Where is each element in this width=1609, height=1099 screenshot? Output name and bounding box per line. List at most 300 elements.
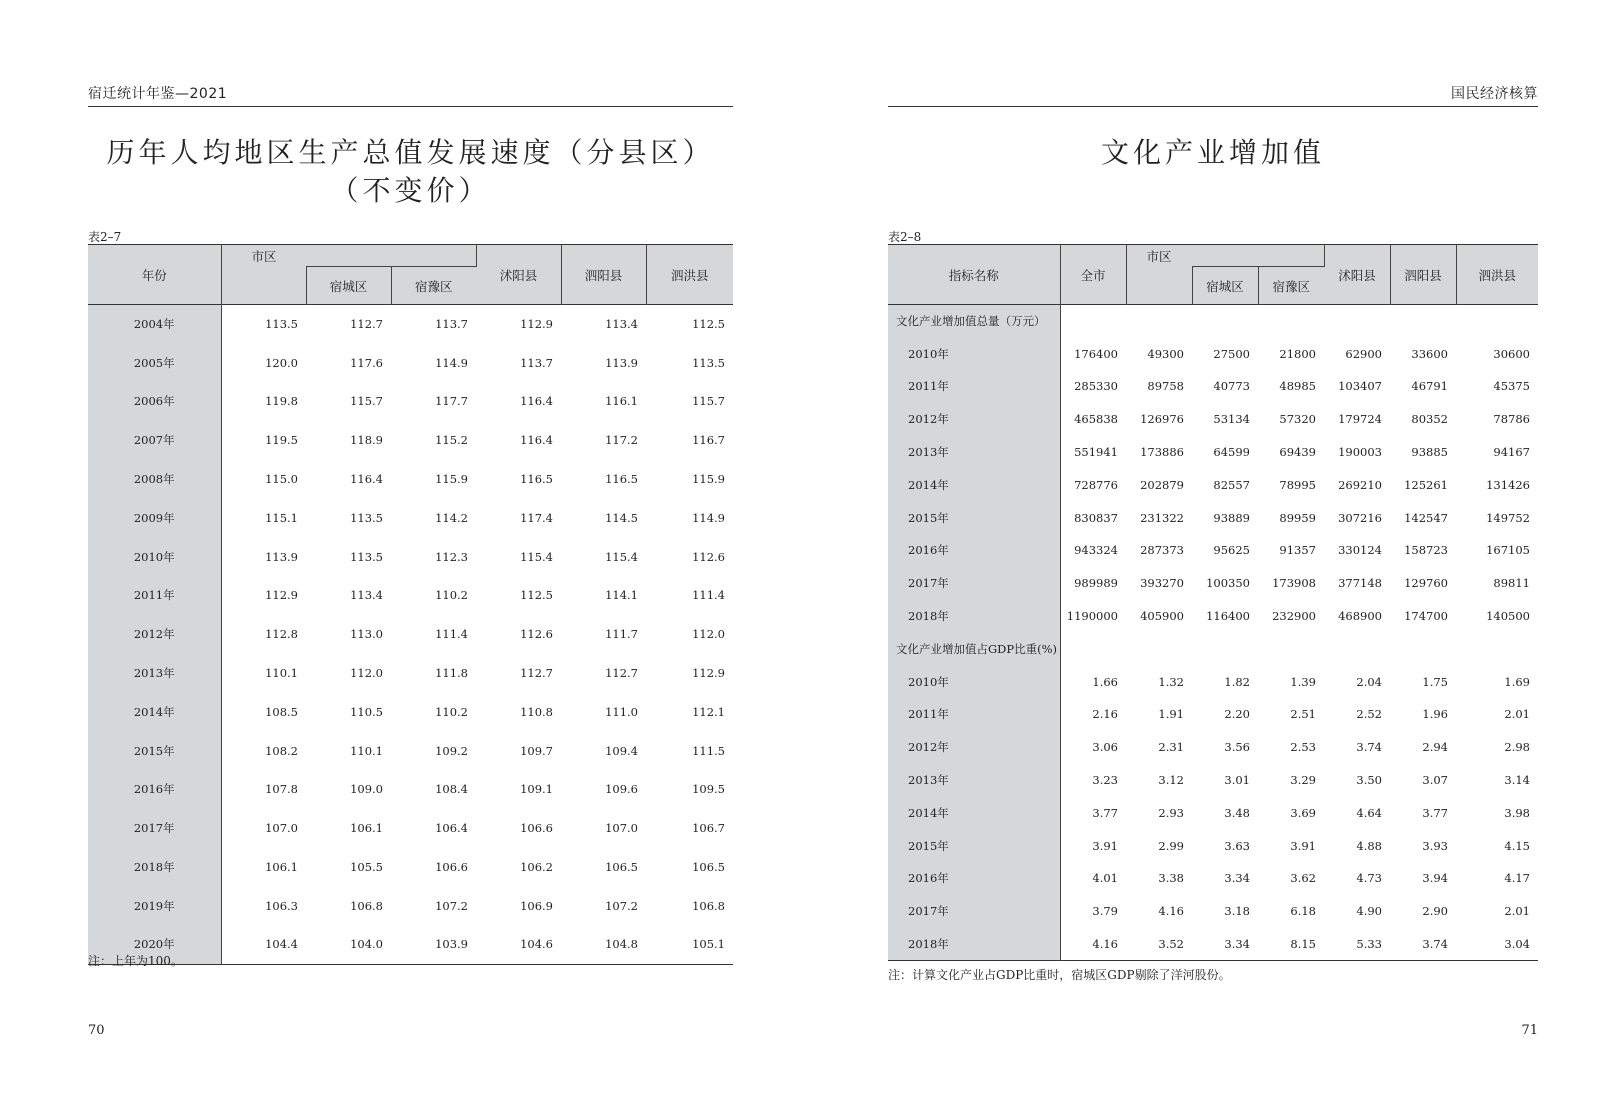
- header-county-1: 沭阳县: [1324, 245, 1390, 305]
- table-cell: 110.5: [350, 704, 383, 719]
- row-label: 2016年: [888, 534, 1060, 567]
- table-cell: 140500: [1486, 609, 1530, 624]
- table-cell: 113.5: [265, 317, 298, 332]
- table-note-left: 注：上年为100。: [88, 954, 183, 968]
- table-cell: 103407: [1338, 379, 1382, 394]
- table-cell: 2.16: [1092, 707, 1118, 722]
- table-cell: 142547: [1404, 510, 1448, 525]
- table-cell: 95625: [1213, 543, 1250, 558]
- table-row: [888, 403, 1538, 436]
- table-row: [888, 731, 1538, 764]
- row-label: 2017年: [88, 809, 221, 848]
- table-row: [888, 600, 1538, 633]
- table-per-capita-gdp-growth: [88, 244, 733, 965]
- section-title: 文化产业增加值总量（万元）: [888, 305, 1060, 338]
- table-cell: 1.32: [1158, 674, 1184, 689]
- table-cell: 6.18: [1290, 904, 1316, 919]
- page-title-left: [88, 134, 733, 210]
- table-cell: 3.94: [1422, 871, 1448, 886]
- table-cell: 107.2: [605, 898, 638, 913]
- table-cell: 93885: [1411, 445, 1448, 460]
- table-cell: 149752: [1486, 510, 1530, 525]
- row-label: 2014年: [88, 692, 221, 731]
- table-row: [88, 886, 733, 925]
- table-cell: 113.9: [265, 549, 298, 564]
- table-cell: 307216: [1338, 510, 1382, 525]
- row-label: 2008年: [88, 460, 221, 499]
- row-label: 2016年: [888, 862, 1060, 895]
- table-cell: 1.75: [1422, 674, 1448, 689]
- table-cell: 109.2: [435, 743, 468, 758]
- table-row: [888, 468, 1538, 501]
- table-cell: 105.1: [692, 937, 725, 952]
- table-row: [888, 829, 1538, 862]
- header-county-3: 泗洪县: [1456, 245, 1538, 305]
- table-cell: 2.53: [1290, 740, 1316, 755]
- row-label: 2015年: [888, 829, 1060, 862]
- table-cell: 112.9: [520, 317, 553, 332]
- table-row: [88, 460, 733, 499]
- table-cell: 106.7: [692, 821, 725, 836]
- table-cell: 109.6: [605, 782, 638, 797]
- row-label: 2012年: [888, 403, 1060, 436]
- table-cell: 104.0: [350, 937, 383, 952]
- empty-cell: [1456, 305, 1538, 338]
- table-cell: 989989: [1074, 576, 1118, 591]
- table-cell: 82557: [1213, 477, 1250, 492]
- row-label: 2014年: [888, 468, 1060, 501]
- table-cell: 116400: [1206, 609, 1250, 624]
- empty-cell: [1390, 632, 1456, 665]
- header-county-1: 沭阳县: [476, 245, 561, 305]
- table-cell: 2.04: [1356, 674, 1382, 689]
- empty-cell: [1126, 632, 1192, 665]
- table-cell: 94167: [1493, 445, 1530, 460]
- table-cell: 107.8: [265, 782, 298, 797]
- table-cell: 110.1: [350, 743, 383, 758]
- row-label: 2017年: [888, 567, 1060, 600]
- header-indicator: 指标名称: [888, 245, 1060, 305]
- table-cell: 108.4: [435, 782, 468, 797]
- table-cell: 2.01: [1504, 904, 1530, 919]
- table-cell: 106.2: [520, 860, 553, 875]
- table-cell: 2.90: [1422, 904, 1448, 919]
- table-cell: 106.6: [435, 860, 468, 875]
- table-cell: 107.0: [265, 821, 298, 836]
- table-cell: 3.63: [1224, 838, 1250, 853]
- table-cell: 53134: [1213, 412, 1250, 427]
- table-row: [88, 421, 733, 460]
- running-head-left: [88, 86, 733, 107]
- table-cell: 111.8: [435, 666, 468, 681]
- table-cell: 3.56: [1224, 740, 1250, 755]
- table-cell: 3.34: [1224, 936, 1250, 951]
- table-row: [88, 770, 733, 809]
- table-cell: 103.9: [435, 937, 468, 952]
- table-cell: 2.01: [1504, 707, 1530, 722]
- table-cell: 830837: [1074, 510, 1118, 525]
- header-county-2: 泗阳县: [1390, 245, 1456, 305]
- row-label: 2006年: [88, 382, 221, 421]
- table-cell: 62900: [1345, 346, 1382, 361]
- table-cell: 112.1: [692, 704, 725, 719]
- header-sub-district-2: 宿豫区: [1258, 267, 1324, 305]
- table-row: [888, 501, 1538, 534]
- table-cell: 27500: [1213, 346, 1250, 361]
- table-cell: 119.5: [265, 433, 298, 448]
- table-cell: 113.5: [350, 510, 383, 525]
- table-cell: 393270: [1140, 576, 1184, 591]
- table-cell: 113.0: [350, 627, 383, 642]
- table-cell: 3.77: [1422, 805, 1448, 820]
- table-cell: 112.9: [692, 666, 725, 681]
- table-cell: 3.98: [1504, 805, 1530, 820]
- table-cell: 1.66: [1092, 674, 1118, 689]
- table-cell: 115.0: [265, 472, 298, 487]
- table-row: [888, 764, 1538, 797]
- table-row: [888, 862, 1538, 895]
- row-label: 2009年: [88, 498, 221, 537]
- table-cell: 108.2: [265, 743, 298, 758]
- table-cell: 4.01: [1092, 871, 1118, 886]
- table-number-right: 表2–8: [888, 230, 922, 244]
- row-label: 2015年: [88, 731, 221, 770]
- table-cell: 80352: [1411, 412, 1448, 427]
- header-all-city: 全市: [1060, 245, 1126, 305]
- table-cell: 117.4: [520, 510, 553, 525]
- table-cell: 113.7: [520, 355, 553, 370]
- row-label: 2010年: [888, 337, 1060, 370]
- table-cell: 4.90: [1356, 904, 1382, 919]
- table-cell: 106.8: [692, 898, 725, 913]
- table-cell: 551941: [1074, 445, 1118, 460]
- table-cell: 179724: [1338, 412, 1382, 427]
- table-row: [88, 925, 733, 964]
- table-cell: 2.99: [1158, 838, 1184, 853]
- table-cell: 287373: [1140, 543, 1184, 558]
- table-row: [888, 370, 1538, 403]
- table-cell: 115.4: [520, 549, 553, 564]
- table-row: [88, 731, 733, 770]
- table-cultural-industry: [888, 244, 1538, 961]
- empty-cell: [1192, 632, 1258, 665]
- row-label: 2010年: [88, 537, 221, 576]
- table-cell: 57320: [1279, 412, 1316, 427]
- row-label: 2004年: [88, 305, 221, 344]
- table-cell: 33600: [1411, 346, 1448, 361]
- table-cell: 3.12: [1158, 773, 1184, 788]
- table-cell: 3.18: [1224, 904, 1250, 919]
- table-cell: 113.4: [350, 588, 383, 603]
- table-cell: 3.38: [1158, 871, 1184, 886]
- empty-cell: [1258, 632, 1324, 665]
- table-cell: 114.9: [435, 355, 468, 370]
- table-cell: 231322: [1140, 510, 1184, 525]
- row-label: 2015年: [888, 501, 1060, 534]
- header-sub-district-2: 宿豫区: [391, 267, 476, 305]
- table-cell: 125261: [1404, 477, 1448, 492]
- empty-cell: [1126, 305, 1192, 338]
- empty-cell: [1192, 305, 1258, 338]
- table-cell: 64599: [1213, 445, 1250, 460]
- row-label: 2011年: [888, 370, 1060, 403]
- table-cell: 115.7: [350, 394, 383, 409]
- empty-cell: [1258, 305, 1324, 338]
- table-row: [888, 895, 1538, 928]
- table-cell: 106.8: [350, 898, 383, 913]
- table-cell: 117.7: [435, 394, 468, 409]
- empty-cell: [1324, 305, 1390, 338]
- header-county-3: 泗洪县: [646, 245, 733, 305]
- row-label: 2013年: [888, 764, 1060, 797]
- table-cell: 46791: [1411, 379, 1448, 394]
- table-cell: 106.1: [350, 821, 383, 836]
- table-cell: 40773: [1213, 379, 1250, 394]
- header-year: 年份: [88, 245, 221, 305]
- empty-cell: [1456, 632, 1538, 665]
- left-page: [88, 0, 733, 1099]
- table-row: [88, 305, 733, 344]
- title-line-1: 文化产业增加值: [1100, 136, 1325, 169]
- table-cell: 112.7: [605, 666, 638, 681]
- table-cell: 104.8: [605, 937, 638, 952]
- header-sub-district-1: 宿城区: [306, 267, 391, 305]
- table-cell: 1190000: [1066, 609, 1118, 624]
- table-cell: 330124: [1338, 543, 1382, 558]
- table-cell: 3.04: [1504, 936, 1530, 951]
- row-label: 2007年: [88, 421, 221, 460]
- row-label: 2012年: [88, 615, 221, 654]
- table-cell: 89959: [1279, 510, 1316, 525]
- empty-cell: [1060, 632, 1126, 665]
- table-cell: 113.9: [605, 355, 638, 370]
- row-label: 2018年: [888, 600, 1060, 633]
- table-row: [88, 382, 733, 421]
- table-cell: 105.5: [350, 860, 383, 875]
- table-cell: 4.17: [1504, 871, 1530, 886]
- table-cell: 4.88: [1356, 838, 1382, 853]
- table-cell: 116.4: [520, 394, 553, 409]
- row-label: 2016年: [88, 770, 221, 809]
- table-cell: 100350: [1206, 576, 1250, 591]
- table-cell: 173908: [1272, 576, 1316, 591]
- table-cell: 109.4: [605, 743, 638, 758]
- table-cell: 112.6: [692, 549, 725, 564]
- table-row: [888, 698, 1538, 731]
- table-cell: 45375: [1493, 379, 1530, 394]
- table-cell: 115.4: [605, 549, 638, 564]
- table-cell: 93889: [1213, 510, 1250, 525]
- row-label: 2014年: [888, 796, 1060, 829]
- table-cell: 269210: [1338, 477, 1382, 492]
- table-row: [888, 337, 1538, 370]
- table-cell: 115.1: [265, 510, 298, 525]
- table-cell: 943324: [1074, 543, 1118, 558]
- table-row: [888, 436, 1538, 469]
- empty-cell: [1060, 305, 1126, 338]
- table-cell: 3.06: [1092, 740, 1118, 755]
- row-label: 2011年: [888, 698, 1060, 731]
- table-cell: 2.52: [1356, 707, 1382, 722]
- table-cell: 1.39: [1290, 674, 1316, 689]
- table-cell: 110.2: [435, 588, 468, 603]
- table-cell: 2.51: [1290, 707, 1316, 722]
- table-cell: 3.91: [1290, 838, 1316, 853]
- table-cell: 3.48: [1224, 805, 1250, 820]
- table-cell: 4.16: [1158, 904, 1184, 919]
- table-cell: 106.5: [605, 860, 638, 875]
- table-cell: 3.29: [1290, 773, 1316, 788]
- table-cell: 111.0: [605, 704, 638, 719]
- table-cell: 106.4: [435, 821, 468, 836]
- table-cell: 202879: [1140, 477, 1184, 492]
- table-cell: 111.7: [605, 627, 638, 642]
- table-cell: 112.5: [692, 317, 725, 332]
- table-cell: 1.69: [1504, 674, 1530, 689]
- table-cell: 129760: [1404, 576, 1448, 591]
- title-line-1: 历年人均地区生产总值发展速度（分县区）: [106, 136, 715, 169]
- table-cell: 115.2: [435, 433, 468, 448]
- table-row: [88, 654, 733, 693]
- table-cell: 5.33: [1356, 936, 1382, 951]
- table-row: [888, 534, 1538, 567]
- table-cell: 3.93: [1422, 838, 1448, 853]
- table-cell: 285330: [1074, 379, 1118, 394]
- table-cell: 108.5: [265, 704, 298, 719]
- table-cell: 728776: [1074, 477, 1118, 492]
- table-cell: 468900: [1338, 609, 1382, 624]
- table-cell: 4.16: [1092, 936, 1118, 951]
- table-cell: 106.6: [520, 821, 553, 836]
- page-title-right: [888, 134, 1538, 172]
- table-cell: 112.8: [265, 627, 298, 642]
- table-cell: 116.7: [692, 433, 725, 448]
- table-cell: 115.9: [435, 472, 468, 487]
- table-cell: 116.4: [520, 433, 553, 448]
- table-cell: 2.94: [1422, 740, 1448, 755]
- table-cell: 3.34: [1224, 871, 1250, 886]
- table-row: [888, 796, 1538, 829]
- table-cell: 110.1: [265, 666, 298, 681]
- table-cell: 106.1: [265, 860, 298, 875]
- running-head-right: [888, 86, 1538, 107]
- table-cell: 113.5: [692, 355, 725, 370]
- table-cell: 104.6: [520, 937, 553, 952]
- table-cell: 106.9: [520, 898, 553, 913]
- table-cell: 465838: [1074, 412, 1118, 427]
- table-cell: 173886: [1140, 445, 1184, 460]
- table-cell: 4.64: [1356, 805, 1382, 820]
- section-title: 文化产业增加值占GDP比重(%): [888, 632, 1060, 665]
- table-cell: 1.96: [1422, 707, 1448, 722]
- row-label: 2020年: [88, 925, 221, 964]
- table-cell: 89811: [1493, 576, 1530, 591]
- table-cell: 111.4: [435, 627, 468, 642]
- table-cell: 158723: [1404, 543, 1448, 558]
- table-cell: 107.2: [435, 898, 468, 913]
- table-cell: 117.6: [350, 355, 383, 370]
- table-row: [888, 665, 1538, 698]
- table-cell: 30600: [1493, 346, 1530, 361]
- table-cell: 1.91: [1158, 707, 1184, 722]
- table-cell: 106.5: [692, 860, 725, 875]
- table-cell: 89758: [1147, 379, 1184, 394]
- table-cell: 109.5: [692, 782, 725, 797]
- table-cell: 118.9: [350, 433, 383, 448]
- table-cell: 49300: [1147, 346, 1184, 361]
- row-label: 2019年: [88, 886, 221, 925]
- table-cell: 112.9: [265, 588, 298, 603]
- table-cell: 109.7: [520, 743, 553, 758]
- table-row: [888, 567, 1538, 600]
- running-head-text: 国民经济核算: [1451, 86, 1538, 102]
- title-line-2: （不变价）: [330, 174, 491, 207]
- table-cell: 2.98: [1504, 740, 1530, 755]
- table-cell: 3.07: [1422, 773, 1448, 788]
- table-cell: 116.5: [520, 472, 553, 487]
- table-cell: 111.4: [692, 588, 725, 603]
- row-label: 2013年: [88, 654, 221, 693]
- table-cell: 104.4: [265, 937, 298, 952]
- table-cell: 405900: [1140, 609, 1184, 624]
- table-cell: 377148: [1338, 576, 1382, 591]
- table-cell: 109.0: [350, 782, 383, 797]
- table-cell: 113.5: [350, 549, 383, 564]
- table-cell: 115.7: [692, 394, 725, 409]
- table-cell: 106.3: [265, 898, 298, 913]
- table-cell: 107.0: [605, 821, 638, 836]
- table-cell: 3.74: [1356, 740, 1382, 755]
- table-cell: 3.79: [1092, 904, 1118, 919]
- table-row: [88, 537, 733, 576]
- table-cell: 109.1: [520, 782, 553, 797]
- table-number-left: 表2–7: [88, 230, 122, 244]
- row-label: 2010年: [888, 665, 1060, 698]
- table-cell: 114.2: [435, 510, 468, 525]
- table-cell: 119.8: [265, 394, 298, 409]
- table-cell: 3.62: [1290, 871, 1316, 886]
- table-cell: 3.01: [1224, 773, 1250, 788]
- table-cell: 110.2: [435, 704, 468, 719]
- table-cell: 131426: [1486, 477, 1530, 492]
- table-cell: 114.9: [692, 510, 725, 525]
- table-cell: 4.15: [1504, 838, 1530, 853]
- table-cell: 114.5: [605, 510, 638, 525]
- table-cell: 116.1: [605, 394, 638, 409]
- table-cell: 112.3: [435, 549, 468, 564]
- table-cell: 2.31: [1158, 740, 1184, 755]
- table-cell: 112.0: [350, 666, 383, 681]
- table-cell: 4.73: [1356, 871, 1382, 886]
- table-cell: 3.14: [1504, 773, 1530, 788]
- table-cell: 112.7: [520, 666, 553, 681]
- table-row: [88, 498, 733, 537]
- table-cell: 112.0: [692, 627, 725, 642]
- page-number-left: 70: [88, 1023, 105, 1038]
- table-cell: 126976: [1140, 412, 1184, 427]
- row-label: 2018年: [888, 928, 1060, 961]
- table-cell: 3.69: [1290, 805, 1316, 820]
- table-cell: 91357: [1279, 543, 1316, 558]
- header-county-2: 泗阳县: [561, 245, 646, 305]
- table-cell: 78786: [1493, 412, 1530, 427]
- section-row: [888, 632, 1538, 665]
- table-row: [88, 343, 733, 382]
- row-label: 2011年: [88, 576, 221, 615]
- table-note-right: 注：计算文化产业占GDP比重时，宿城区GDP剔除了洋河股份。: [888, 968, 1231, 982]
- header-city: 市区: [1126, 245, 1258, 267]
- table-row: [88, 615, 733, 654]
